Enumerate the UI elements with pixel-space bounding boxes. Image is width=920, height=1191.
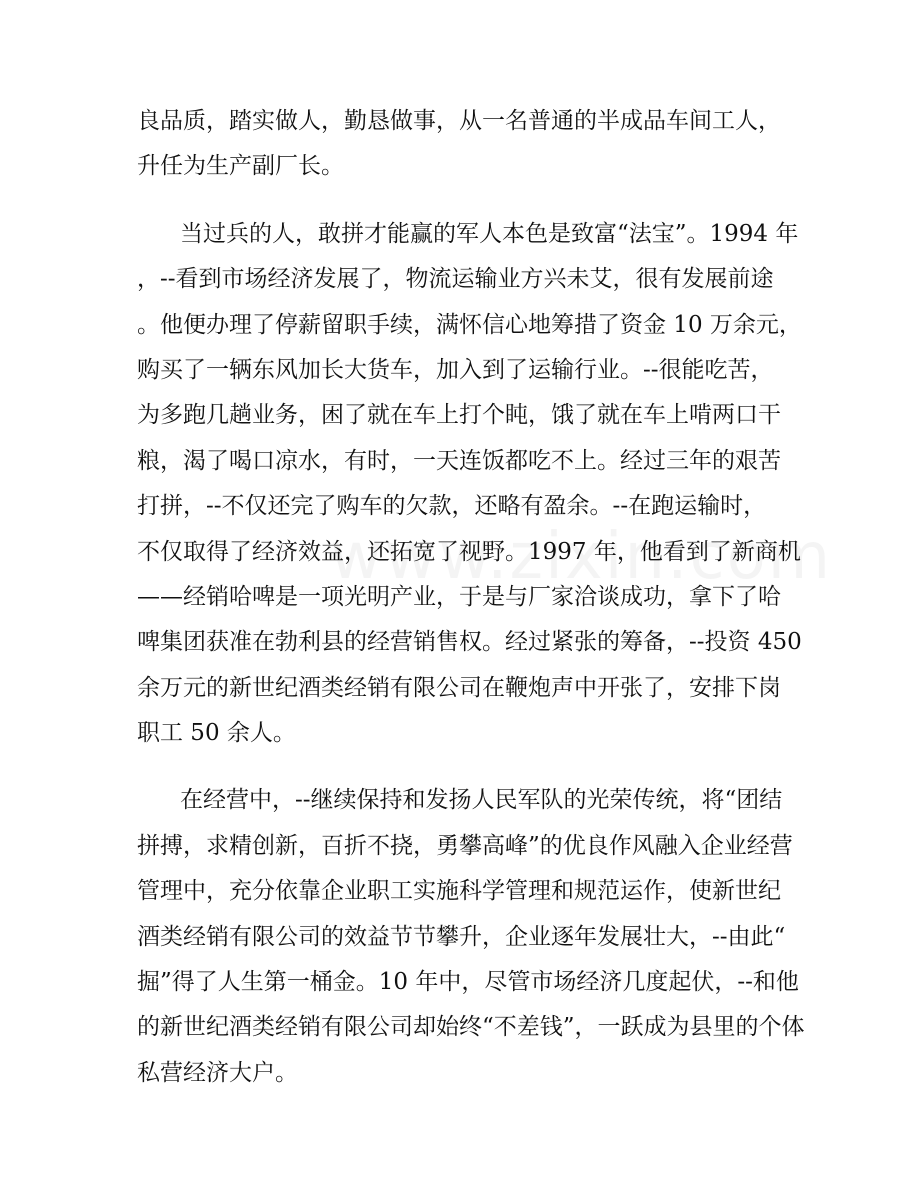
text-line: 打拼，--不仅还完了购车的欠款，还略有盈余。--在跑运输时， — [137, 493, 767, 520]
text-line: 管理中，充分依靠企业职工实施科学管理和规范运作，使新世纪 — [137, 878, 781, 905]
text-line: 在经营中，--继续保持和发扬人民军队的光荣传统，将“团结 — [180, 787, 783, 814]
text-line: 升任为生产副厂长。 — [137, 153, 344, 180]
text-line: ，--看到市场经济发展了，物流运输业方兴未艾，很有发展前途 — [137, 266, 774, 293]
text-line: ——经销哈啤是一项光明产业，于是与厂家洽谈成功，拿下了哈 — [137, 583, 781, 610]
text-line: 不仅取得了经济效益，还拓宽了视野。1997 年，他看到了新商机 — [137, 538, 801, 565]
text-line: 拼搏，求精创新，百折不挠，勇攀高峰”的优良作风融入企业经营 — [137, 832, 793, 859]
text-line: 私营经济大户。 — [137, 1059, 298, 1086]
text-line: 余万元的新世纪酒类经销有限公司在鞭炮声中开张了，安排下岗 — [137, 674, 781, 701]
text-line: 良品质，踏实做人，勤恳做事，从一名普通的半成品车间工人， — [137, 108, 781, 134]
text-line: 为多跑几趟业务，困了就在车上打个盹，饿了就在车上啃两口干 — [137, 402, 781, 429]
text-line: 的新世纪酒类经销有限公司却始终“不差钱”，一跃成为县里的个体 — [137, 1014, 805, 1041]
text-line: 啤集团获准在勃利县的经营销售权。经过紧张的筹备，--投资 450 — [137, 629, 802, 656]
text-line: 购买了一辆东风加长大货车，加入到了运输行业。--很能吃苦， — [137, 356, 774, 383]
paragraph — [137, 99, 787, 190]
text-line: 粮，渴了喝口凉水，有时，一天连饭都吃不上。经过三年的艰苦 — [137, 447, 781, 474]
paragraph-gap — [137, 190, 787, 212]
text-line: 当过兵的人，敢拼才能赢的军人本色是致富“法宝”。1994 年 — [180, 220, 799, 247]
text-line: 掘”得了人生第一桶金。10 年中，尽管市场经济几度起伏，--和他 — [137, 969, 799, 996]
text-line: 职工 50 余人。 — [137, 720, 296, 747]
document-body — [137, 99, 805, 1096]
text-line: 酒类经销有限公司的效益节节攀升，企业逐年发展壮大，--由此“ — [137, 923, 786, 950]
paragraph — [137, 212, 802, 757]
text-line: 。他便办理了停薪留职手续，满怀信心地筹措了资金 10 万余元， — [137, 311, 802, 338]
paragraph — [137, 778, 805, 1096]
paragraph-gap — [137, 756, 787, 778]
